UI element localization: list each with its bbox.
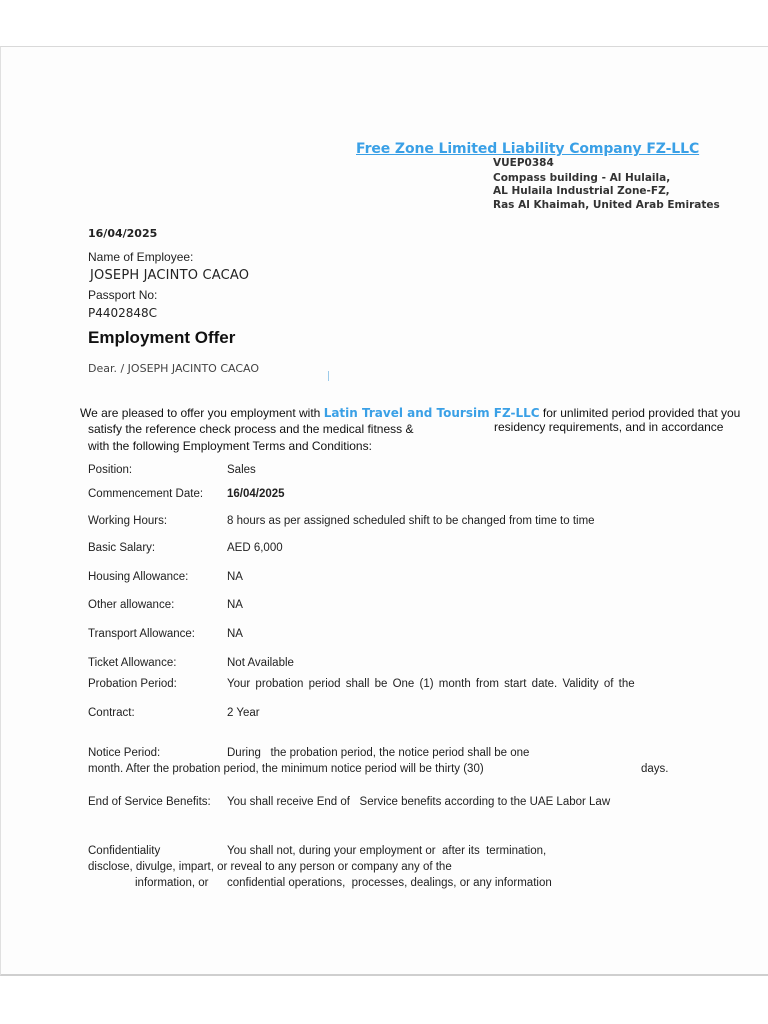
- transport-allowance-label: Transport Allowance:: [88, 628, 195, 640]
- working-hours-label: Working Hours:: [88, 515, 168, 527]
- address-line-1: VUEP0384: [493, 157, 554, 169]
- intro-line-2-right: residency requirements, and in accordance: [494, 420, 724, 434]
- notice-period-days: days.: [641, 763, 669, 775]
- notice-period-label: Notice Period:: [88, 747, 161, 759]
- employee-name-label: Name of Employee:: [88, 250, 194, 264]
- notice-period-line-2: month. After the probation period, the minimum notice period will be thirty (30): [88, 763, 484, 775]
- other-allowance-value: NA: [227, 599, 243, 611]
- working-hours-value: 8 hours as per assigned scheduled shift to be changed from time to time: [227, 515, 595, 527]
- address-line-2: Compass building - Al Hulaila,: [493, 172, 671, 184]
- probation-period-label: Probation Period:: [88, 678, 177, 690]
- letter-date: 16/04/2025: [88, 227, 158, 240]
- company-name: Free Zone Limited Liability Company FZ-LLC: [356, 141, 700, 157]
- passport-label: Passport No:: [88, 288, 158, 302]
- probation-period-value: Your probation period shall be One (1) month from start date. Validity of the: [227, 678, 635, 690]
- housing-allowance-label: Housing Allowance:: [88, 571, 189, 583]
- document-title: Employment Offer: [88, 328, 236, 347]
- other-allowance-label: Other allowance:: [88, 599, 175, 611]
- confidentiality-line-2: disclose, divulge, impart, or reveal to any person or company any of the: [88, 861, 452, 873]
- notice-period-line-1: During the probation period, the notice period shall be one: [227, 747, 530, 759]
- intro-line-1: [80, 406, 740, 420]
- ticket-allowance-value: Not Available: [227, 657, 294, 669]
- address-line-4: Ras Al Khaimah, United Arab Emirates: [493, 199, 720, 211]
- intro-company-name: Latin Travel and Toursim FZ-LLC: [323, 406, 540, 420]
- basic-salary-value: AED 6,000: [227, 542, 283, 554]
- housing-allowance-value: NA: [227, 571, 243, 583]
- salutation: Dear. / JOSEPH JACINTO CACAO: [88, 362, 260, 375]
- position-value: Sales: [227, 464, 256, 476]
- confidentiality-label: Confidentiality: [88, 845, 161, 857]
- commencement-value: 16/04/2025: [227, 488, 285, 500]
- intro-line-1-prefix: We are pleased to offer you employment with: [80, 406, 324, 420]
- ticket-allowance-label: Ticket Allowance:: [88, 657, 177, 669]
- basic-salary-label: Basic Salary:: [88, 542, 156, 554]
- cursor-mark: [328, 371, 329, 381]
- position-label: Position:: [88, 464, 133, 476]
- end-of-service-value: You shall receive End of Service benefits according to the UAE Labor Law: [227, 796, 611, 808]
- confidentiality-line-3-right: confidential operations, processes, dealings, or any information: [227, 877, 552, 889]
- commencement-label: Commencement Date:: [88, 488, 204, 500]
- confidentiality-line-1: You shall not, during your employment or after its termination,: [227, 845, 547, 857]
- intro-line-1-suffix: for unlimited period provided that you: [539, 406, 741, 420]
- address-line-3: AL Hulaila Industrial Zone-FZ,: [493, 185, 670, 197]
- intro-line-2-left: satisfy the reference check process and the medical fitness &: [88, 422, 414, 436]
- intro-line-3: with the following Employment Terms and Conditions:: [88, 439, 372, 453]
- contract-label: Contract:: [88, 707, 135, 719]
- contract-value: 2 Year: [227, 707, 260, 719]
- passport-number: P4402848C: [88, 306, 158, 320]
- confidentiality-line-3-left: information, or: [135, 877, 209, 889]
- end-of-service-label: End of Service Benefits:: [88, 796, 211, 808]
- transport-allowance-value: NA: [227, 628, 243, 640]
- employee-name: JOSEPH JACINTO CACAO: [90, 268, 250, 283]
